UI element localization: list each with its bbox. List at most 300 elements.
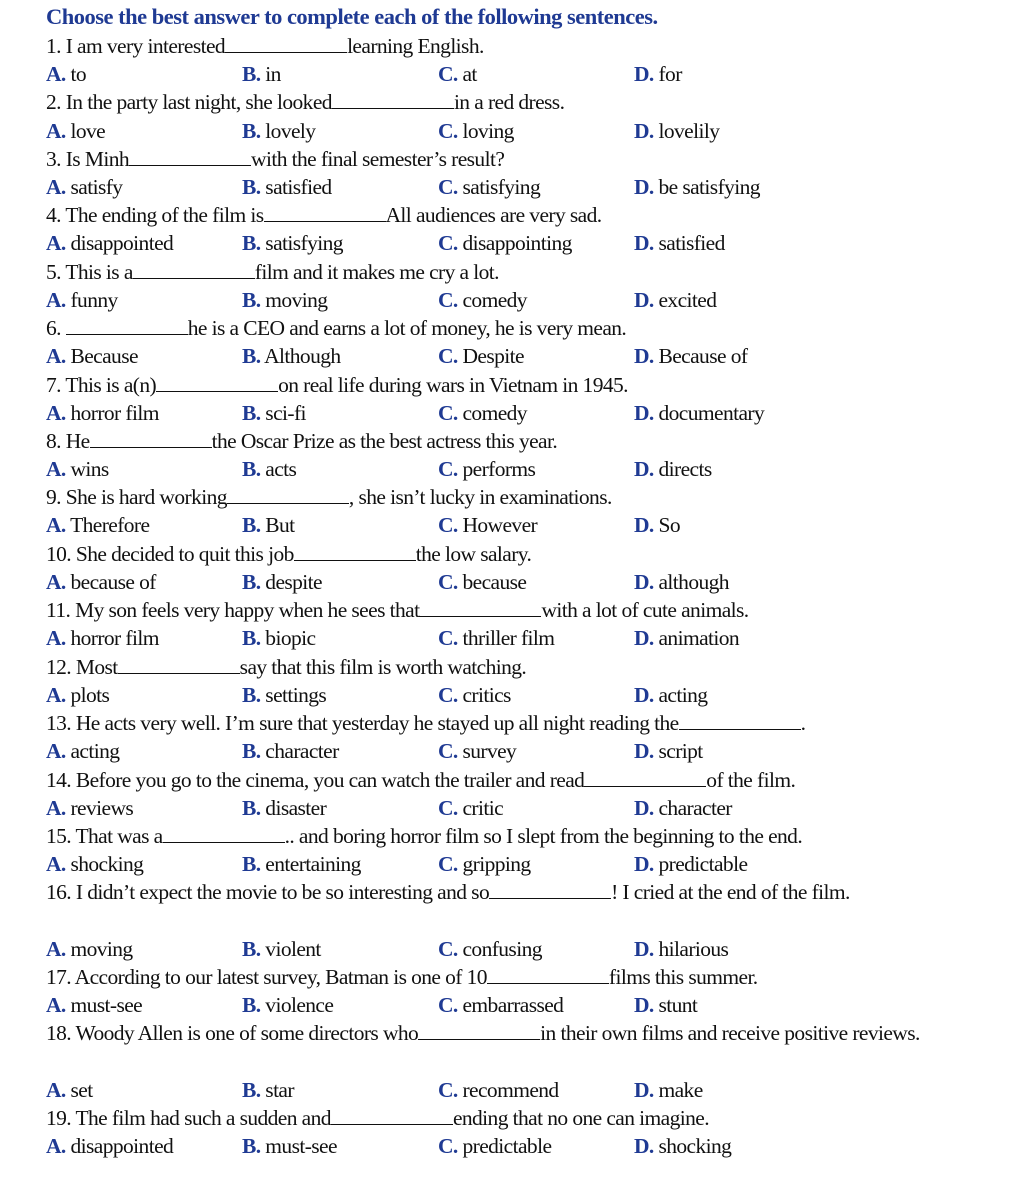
option-c[interactable] [438,991,563,1019]
option-text: lovelily [658,119,720,143]
option-letter: C. [438,288,458,312]
question-text-after: ending that no one can imagine. [452,1106,709,1130]
option-text: moving [70,937,133,961]
option-letter: C. [438,401,458,425]
option-a[interactable] [46,342,138,370]
question-6 [46,314,626,342]
option-letter: A. [46,457,66,481]
question-8 [46,427,557,455]
question-number: 12. [46,655,72,679]
option-c[interactable] [438,455,535,483]
option-d[interactable] [634,342,747,370]
option-b[interactable] [242,568,322,596]
option-text: funny [70,288,118,312]
option-text: to [70,62,87,86]
option-letter: C. [438,119,458,143]
option-c[interactable] [438,286,527,314]
question-text-before: That was a [75,824,163,848]
options-row [46,60,1006,88]
option-text: character [265,739,339,763]
option-a[interactable] [46,173,122,201]
option-letter: C. [438,1078,458,1102]
option-letter: D. [634,993,654,1017]
option-text: moving [265,288,328,312]
option-a[interactable] [46,794,133,822]
answer-blank [66,316,188,335]
question-number: 8. [46,429,61,453]
option-letter: B. [242,513,261,537]
options-row [46,991,1006,1019]
options-row [46,624,1006,652]
option-text: hilarious [658,937,729,961]
option-text: disaster [265,796,327,820]
option-a[interactable] [46,1076,93,1104]
option-text: However [462,513,538,537]
option-text: shocking [70,852,144,876]
option-c[interactable] [438,399,527,427]
option-text: documentary [658,401,765,425]
question-number: 6. [46,316,61,340]
question-14 [46,766,795,794]
option-text: entertaining [265,852,361,876]
question-text-after: . [800,711,806,735]
question-text-after: on real life during wars in Vietnam in 1945. [278,373,628,397]
option-letter: A. [46,626,66,650]
option-a[interactable] [46,737,119,765]
option-b[interactable] [242,342,341,370]
option-letter: D. [634,570,654,594]
option-b[interactable] [242,681,326,709]
option-b[interactable] [242,991,333,1019]
option-text: for [658,62,682,86]
question-number: 9. [46,485,61,509]
option-text: violence [265,993,334,1017]
option-letter: C. [438,739,458,763]
option-text: disappointed [70,231,174,255]
answer-blank [118,655,240,674]
options-row [46,850,1006,878]
answer-blank [163,824,285,843]
option-letter: B. [242,344,261,368]
option-c[interactable] [438,568,526,596]
option-text: recommend [462,1078,559,1102]
option-text: directs [658,457,712,481]
option-b[interactable] [242,737,339,765]
option-text: script [658,739,703,763]
options-row [46,1076,1006,1104]
option-text: horror film [70,401,159,425]
question-text-after: the Oscar Prize as the best actress this year. [211,429,558,453]
question-text-before: I didn’t expect the movie to be so interesting and so [75,880,490,904]
options-row [46,511,1006,539]
question-number: 3. [46,147,61,171]
question-number: 13. [46,711,72,735]
question-text-after: ! I cried at the end of the film. [611,880,850,904]
option-text: satisfy [70,175,123,199]
question-text-before: She decided to quit this job [75,542,294,566]
option-letter: A. [46,344,66,368]
option-d[interactable] [634,568,729,596]
option-letter: B. [242,739,261,763]
option-d[interactable] [634,624,739,652]
option-letter: B. [242,570,261,594]
option-a[interactable] [46,1132,173,1160]
option-letter: B. [242,683,261,707]
option-d[interactable] [634,60,682,88]
option-letter: D. [634,739,654,763]
option-d[interactable] [634,935,728,963]
option-a[interactable] [46,60,86,88]
option-letter: A. [46,993,66,1017]
option-letter: D. [634,119,654,143]
option-text: set [70,1078,93,1102]
option-letter: C. [438,344,458,368]
option-a[interactable] [46,399,159,427]
option-text: in [265,62,281,86]
option-d[interactable] [634,850,747,878]
question-7 [46,371,628,399]
option-text: must-see [265,1134,337,1158]
option-a[interactable] [46,455,109,483]
question-text-after: films this summer. [608,965,758,989]
option-text: performs [462,457,536,481]
option-d[interactable] [634,173,760,201]
question-number: 16. [46,880,72,904]
option-b[interactable] [242,455,296,483]
question-number: 4. [46,203,61,227]
question-text-after: in a red dress. [453,90,565,114]
option-c[interactable] [438,229,572,257]
question-19 [46,1104,709,1132]
option-a[interactable] [46,935,133,963]
option-letter: B. [242,288,261,312]
option-b[interactable] [242,1076,294,1104]
option-letter: B. [242,626,261,650]
option-letter: A. [46,937,66,961]
option-text: disappointing [462,231,572,255]
question-text-before: Before you go to the cinema, you can watch the trailer and read [75,768,585,792]
instructions-title: Choose the best answer to complete each of the following sentences. [46,4,658,29]
question-text-after: with a lot of cute animals. [541,598,749,622]
option-text: sci-fi [265,401,306,425]
options-row [46,1132,1006,1160]
question-number: 15. [46,824,72,848]
option-letter: C. [438,513,458,537]
option-text: Because [70,344,138,368]
question-text-after: All audiences are very sad. [385,203,602,227]
option-letter: D. [634,62,654,86]
question-number: 11. [46,598,71,622]
option-d[interactable] [634,455,712,483]
option-letter: B. [242,119,261,143]
option-letter: D. [634,231,654,255]
option-text: satisfying [265,231,343,255]
option-letter: A. [46,288,66,312]
option-a[interactable] [46,624,159,652]
option-letter: D. [634,937,654,961]
question-13 [46,709,805,737]
option-c[interactable] [438,60,477,88]
question-text-after: film and it makes me cry a lot. [254,260,499,284]
option-letter: A. [46,1078,66,1102]
question-number: 10. [46,542,72,566]
option-text: satisfied [265,175,332,199]
option-text: animation [658,626,740,650]
option-text: plots [70,683,110,707]
answer-blank [129,147,251,166]
answer-blank [679,711,801,730]
option-text: reviews [70,796,134,820]
option-c[interactable] [438,1076,559,1104]
answer-blank [331,1106,453,1125]
options-row [46,229,1006,257]
option-d[interactable] [634,794,732,822]
answer-blank [133,260,255,279]
option-b[interactable] [242,60,281,88]
option-d[interactable] [634,286,716,314]
option-letter: C. [438,852,458,876]
option-d[interactable] [634,1132,731,1160]
option-text: loving [462,119,514,143]
option-text: star [265,1078,294,1102]
question-11 [46,596,749,624]
question-5 [46,258,499,286]
option-text: critic [462,796,504,820]
option-text: So [658,513,680,537]
answer-blank [332,90,454,109]
option-a[interactable] [46,511,149,539]
option-letter: C. [438,570,458,594]
option-c[interactable] [438,737,516,765]
options-row [46,737,1006,765]
option-text: Despite [462,344,524,368]
option-d[interactable] [634,1076,703,1104]
question-text-before: The film had such a sudden and [75,1106,331,1130]
question-text-after: .. and boring horror film so I slept from the beginning to the end. [284,824,803,848]
question-text-after: he is a CEO and earns a lot of money, he is very mean. [187,316,627,340]
option-d[interactable] [634,229,725,257]
option-text: make [658,1078,703,1102]
option-a[interactable] [46,568,156,596]
answer-blank [225,34,347,53]
question-text-after: , she isn’t lucky in examinations. [348,485,612,509]
question-text-after: of the film. [706,768,796,792]
question-3 [46,145,504,173]
options-row [46,286,1006,314]
option-text: horror film [70,626,159,650]
option-a[interactable] [46,286,118,314]
option-letter: C. [438,1134,458,1158]
option-c[interactable] [438,173,540,201]
question-text-after: with the final semester’s result? [251,147,505,171]
option-letter: B. [242,62,261,86]
option-c[interactable] [438,935,542,963]
option-d[interactable] [634,991,697,1019]
option-text: violent [265,937,321,961]
option-b[interactable] [242,117,315,145]
option-text: gripping [462,852,531,876]
option-letter: A. [46,796,66,820]
option-b[interactable] [242,511,295,539]
option-text: confusing [462,937,542,961]
answer-blank [418,1021,540,1040]
option-c[interactable] [438,624,554,652]
option-b[interactable] [242,286,327,314]
question-text-before: I am very interested [65,34,226,58]
question-16 [46,878,1006,906]
option-letter: D. [634,1134,654,1158]
option-b[interactable] [242,399,306,427]
answer-blank [264,203,386,222]
option-a[interactable] [46,229,173,257]
option-c[interactable] [438,681,511,709]
option-text: disappointed [70,1134,174,1158]
option-letter: C. [438,683,458,707]
answer-blank [294,542,416,561]
option-letter: B. [242,993,261,1017]
question-text-before: Is Minh [65,147,130,171]
option-letter: A. [46,62,66,86]
option-text: stunt [658,993,698,1017]
option-text: comedy [462,288,527,312]
option-text: love [70,119,106,143]
option-text: critics [462,683,511,707]
option-d[interactable] [634,511,680,539]
option-text: thriller film [462,626,555,650]
option-c[interactable] [438,342,524,370]
option-a[interactable] [46,991,142,1019]
option-d[interactable] [634,737,703,765]
answer-blank [419,598,541,617]
option-a[interactable] [46,850,143,878]
answer-blank [489,880,611,899]
options-row [46,342,1006,370]
option-b[interactable] [242,794,326,822]
option-text: excited [658,288,717,312]
option-letter: B. [242,852,261,876]
question-text-before: Most [75,655,118,679]
answer-blank [90,429,212,448]
option-b[interactable] [242,173,332,201]
option-letter: C. [438,175,458,199]
question-text-after: learning English. [347,34,484,58]
option-c[interactable] [438,117,514,145]
option-letter: A. [46,739,66,763]
option-letter: A. [46,401,66,425]
option-letter: D. [634,796,654,820]
option-c[interactable] [438,850,531,878]
option-text: wins [70,457,109,481]
question-9 [46,483,612,511]
option-text: But [265,513,295,537]
option-letter: C. [438,62,458,86]
option-letter: D. [634,683,654,707]
question-text-before: Woody Allen is one of some directors who [75,1021,419,1045]
option-text: comedy [462,401,527,425]
option-letter: B. [242,231,261,255]
question-number: 7. [46,373,61,397]
option-letter: B. [242,401,261,425]
option-a[interactable] [46,681,109,709]
option-letter: C. [438,231,458,255]
option-a[interactable] [46,117,105,145]
option-text: Although [264,344,341,368]
question-number: 17. [46,965,72,989]
options-row [46,681,1006,709]
option-text: although [658,570,729,594]
question-number: 2. [46,90,61,114]
question-text-before: He acts very well. I’m sure that yesterday he stayed up all night reading the [75,711,679,735]
option-letter: D. [634,175,654,199]
option-d[interactable] [634,681,707,709]
options-row [46,117,1006,145]
option-letter: C. [438,626,458,650]
option-text: predictable [462,1134,552,1158]
options-row [46,173,1006,201]
option-letter: B. [242,796,261,820]
question-1 [46,32,484,60]
option-letter: D. [634,513,654,537]
option-text: Therefore [70,513,150,537]
question-15 [46,822,802,850]
options-row [46,794,1006,822]
option-letter: A. [46,119,66,143]
answer-blank [156,373,278,392]
option-text: satisfied [658,231,725,255]
option-text: be satisfying [658,175,760,199]
option-letter: D. [634,401,654,425]
question-17 [46,963,758,991]
question-12 [46,653,526,681]
question-text-before: He [65,429,90,453]
option-c[interactable] [438,1132,551,1160]
question-18 [46,1019,1006,1047]
option-letter: A. [46,683,66,707]
option-b[interactable] [242,935,321,963]
option-letter: D. [634,1078,654,1102]
question-number: 18. [46,1021,72,1045]
option-letter: B. [242,1134,261,1158]
option-letter: D. [634,852,654,876]
question-text-before: She is hard working [65,485,227,509]
option-text: survey [462,739,517,763]
option-letter: C. [438,457,458,481]
answer-blank [584,768,706,787]
option-d[interactable] [634,117,719,145]
option-d[interactable] [634,399,764,427]
option-text: settings [265,683,327,707]
question-text-before: According to our latest survey, Batman is one of 10 [74,965,487,989]
option-text: biopic [265,626,316,650]
option-b[interactable] [242,624,315,652]
option-text: predictable [658,852,748,876]
question-10 [46,540,531,568]
option-text: shocking [658,1134,732,1158]
option-letter: A. [46,175,66,199]
option-c[interactable] [438,511,537,539]
options-row [46,568,1006,596]
question-text-before: This is a(n) [65,373,157,397]
option-b[interactable] [242,850,361,878]
answer-blank [227,485,349,504]
question-4 [46,201,602,229]
option-letter: A. [46,513,66,537]
question-number: 5. [46,260,61,284]
option-b[interactable] [242,1132,337,1160]
option-letter: B. [242,1078,261,1102]
option-c[interactable] [438,794,503,822]
option-b[interactable] [242,229,343,257]
